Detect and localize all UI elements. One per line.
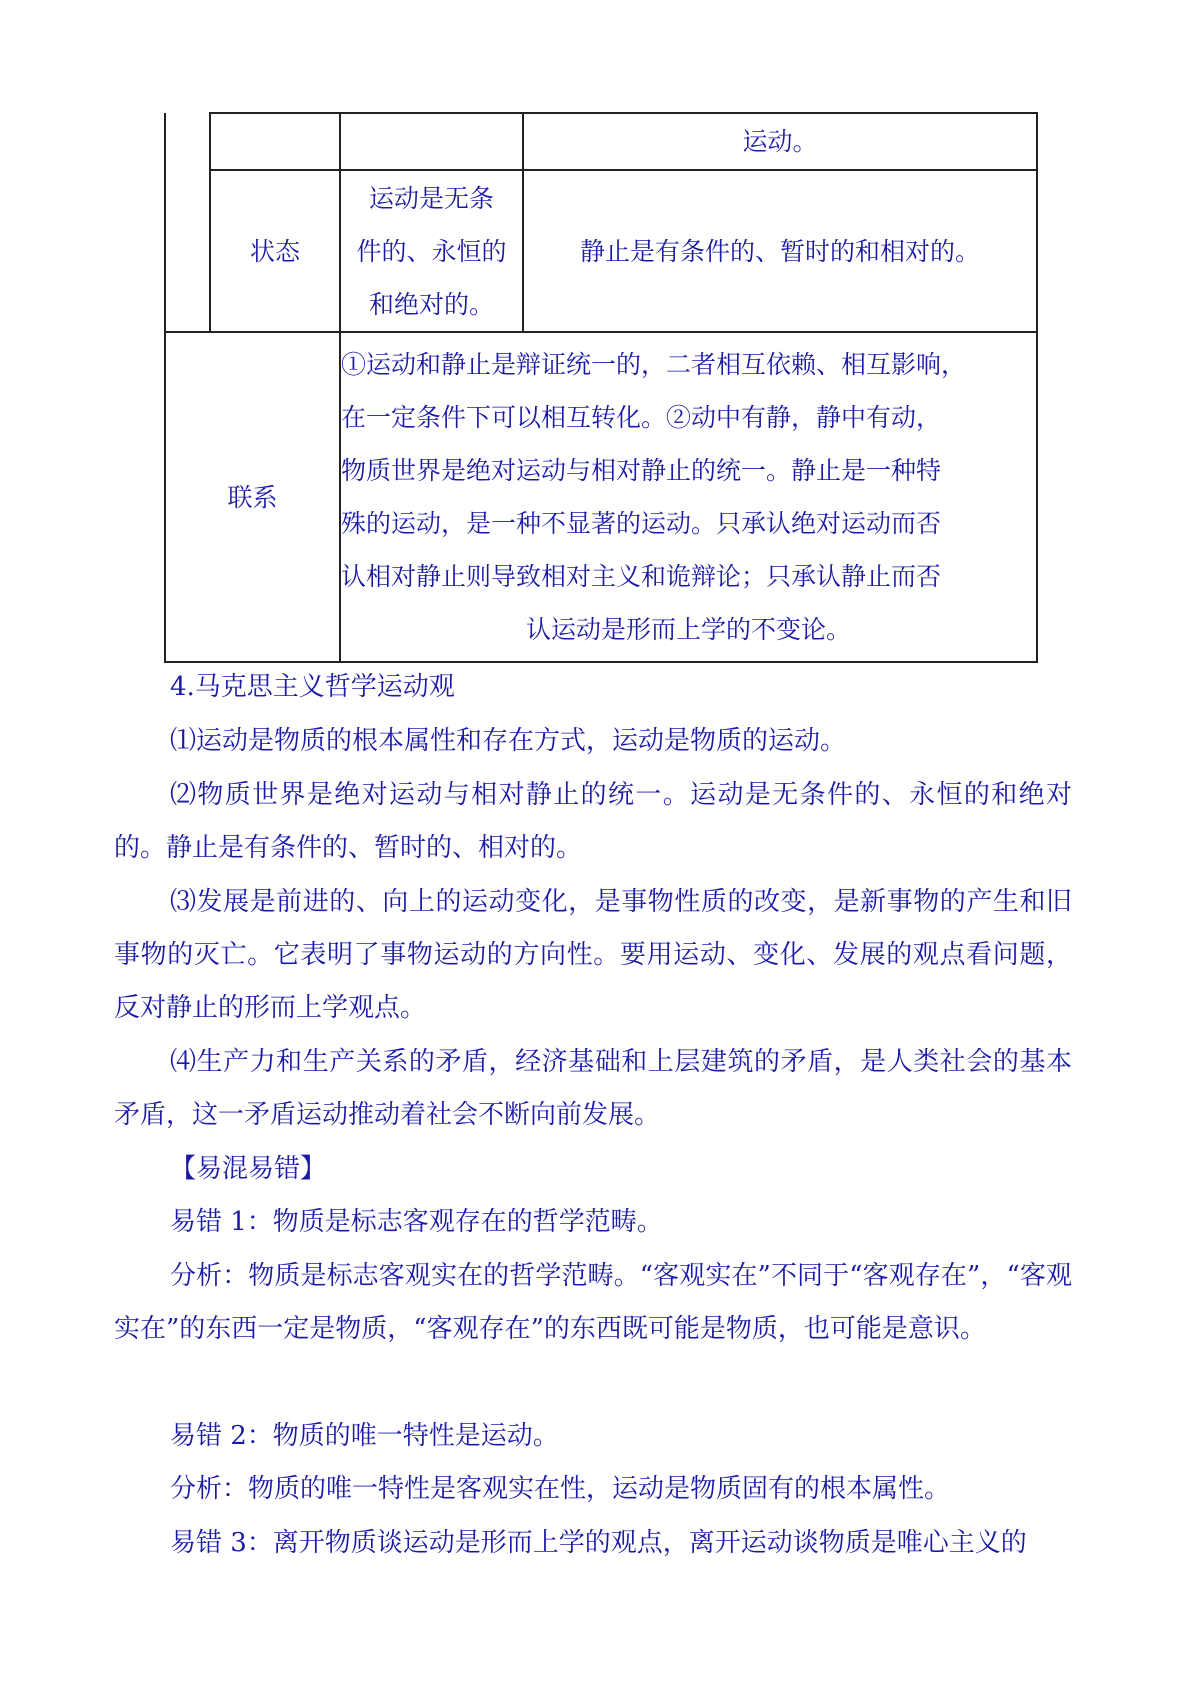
- motion-line: 和绝对的。: [368, 289, 494, 319]
- relation-line: 认运动是形而上学的不变论。: [525, 615, 851, 644]
- motion-rest-table: [164, 112, 1038, 663]
- table-row: [165, 113, 1037, 170]
- relation-content-cell: [340, 332, 1037, 662]
- table-cell: [523, 113, 1037, 170]
- paragraph: ⑵物质世界是绝对运动与相对静止的统一。运动是无条件的、永恒的和绝对的。静止是有条件的、暂时的、相对的。: [114, 780, 1072, 863]
- relation-line: 物质世界是绝对运动与相对静止的统一。静止是一种特: [341, 456, 942, 485]
- state-label-cell: [210, 170, 340, 332]
- cell-text: 运动。: [742, 127, 818, 156]
- motion-line: 运动是无条: [368, 183, 494, 213]
- confusion-heading: 【易混易错】: [170, 1154, 327, 1184]
- table-row: [165, 332, 1037, 662]
- section-heading: 4.马克思主义哲学运动观: [170, 672, 455, 702]
- relation-label-cell: [165, 332, 340, 662]
- table-cell: [340, 113, 523, 170]
- mistake-statement: 易错 1：物质是标志客观存在的哲学范畴。: [170, 1207, 663, 1237]
- paragraph: ⑷生产力和生产关系的矛盾，经济基础和上层建筑的矛盾，是人类社会的基本矛盾，这一矛盾运动推动着社会不断向前发展。: [114, 1047, 1072, 1130]
- analysis-paragraph: 分析：物质的唯一特性是客观实在性，运动是物质固有的根本属性。: [170, 1474, 951, 1504]
- relation-line: 认相对静止则导致相对主义和诡辩论；只承认静止而否: [341, 562, 942, 591]
- relation-line: 殊的运动，是一种不显著的运动。只承认绝对运动而否: [341, 509, 942, 538]
- rest-state-cell: [523, 170, 1037, 332]
- table-row: [165, 170, 1037, 332]
- mistake-statement: 易错 2：物质的唯一特性是运动。: [170, 1421, 559, 1451]
- table-cell: [210, 113, 340, 170]
- state-label: 状态: [249, 236, 300, 266]
- motion-state-cell: [340, 170, 523, 332]
- paragraph: ⑴运动是物质的根本属性和存在方式，运动是物质的运动。: [170, 726, 847, 756]
- paragraph: ⑶发展是前进的、向上的运动变化，是事物性质的改变，是新事物的产生和旧事物的灭亡。它表明了事物运动的方向性。要用运动、变化、发展的观点看问题，反对静止的形而上学观点。: [114, 887, 1072, 1023]
- mistake-statement: 易错 3：离开物质谈运动是形而上学的观点，离开运动谈物质是唯心主义的: [170, 1528, 1027, 1558]
- motion-line: 件的、永恒的: [356, 236, 507, 266]
- relation-line: ①运动和静止是辩证统一的，二者相互依赖、相互影响，: [341, 350, 967, 379]
- rest-state-text: 静止是有条件的、暂时的和相对的。: [579, 236, 980, 266]
- relation-label: 联系: [227, 482, 278, 512]
- analysis-paragraph: 分析：物质是标志客观实在的哲学范畴。“客观实在”不同于“客观存在”，“客观实在”的东西一定是物质，“客观存在”的东西既可能是物质，也可能是意识。: [114, 1261, 1072, 1344]
- outer-left-cell: [165, 113, 210, 332]
- relation-line: 在一定条件下可以相互转化。②动中有静，静中有动，: [341, 403, 942, 432]
